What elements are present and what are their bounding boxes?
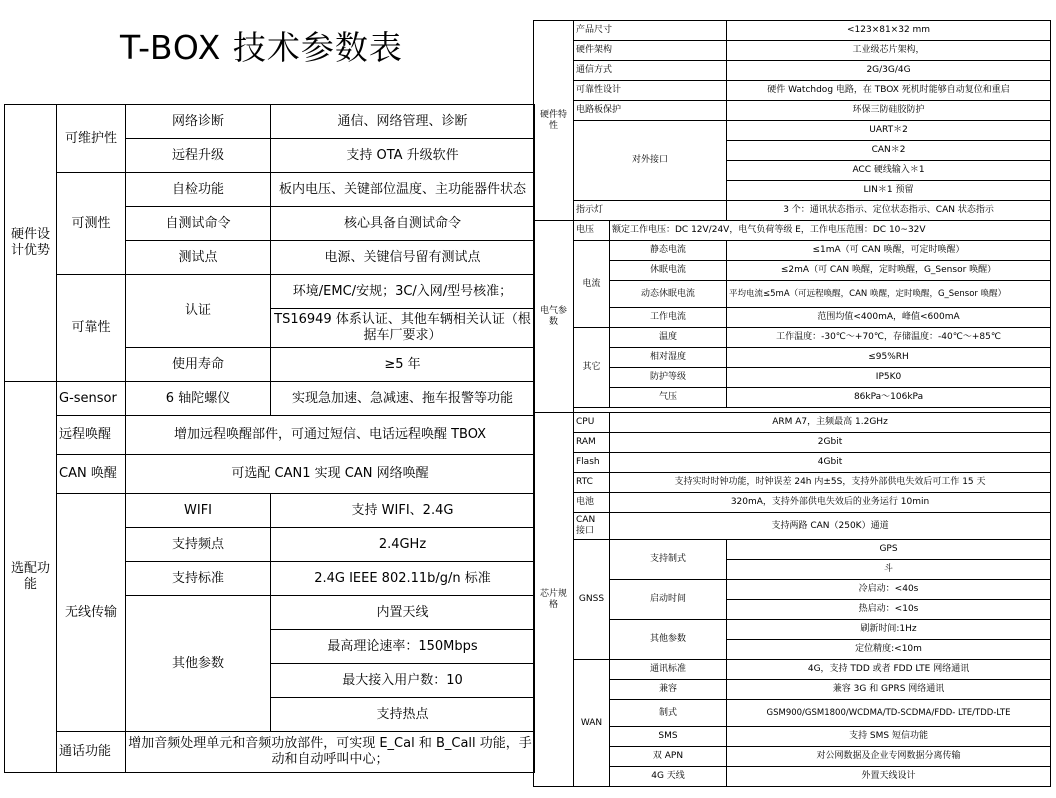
cell-canwake: CAN 唤醒 [57, 455, 126, 494]
cell-value: 支持热点 [271, 698, 535, 732]
cell-label: 产品尺寸 [574, 21, 727, 41]
table-row [5, 382, 535, 416]
cell-label: 通信方式 [574, 61, 727, 81]
cell-label: 制式 [610, 700, 727, 727]
cell-value: <123×81×32 mm [727, 21, 1051, 41]
table-row [534, 281, 1051, 308]
cell-optional: 选配功能 [5, 382, 57, 773]
cell-label: 电池 [574, 493, 610, 513]
cell-label: 支持制式 [610, 540, 727, 580]
cell-value: 定位精度:<10m [727, 640, 1051, 660]
cell-value: 工业级芯片架构， [727, 41, 1051, 61]
cell-label: 网络诊断 [126, 105, 271, 139]
cell-value: 对公网数据及企业专网数据分离传输 [727, 747, 1051, 767]
cell-label: 6 轴陀螺仪 [126, 382, 271, 416]
cell-label: 电压 [574, 221, 610, 241]
cell-value: 支持实时时钟功能，时钟误差 24h 内±5S，支持外部供电失效后可工作 15 天 [610, 473, 1051, 493]
cell-chip: 芯片规格 [534, 413, 574, 787]
table-row [534, 660, 1051, 680]
table-row [534, 540, 1051, 560]
cell-value: 支持两路 CAN（250K）通道 [610, 513, 1051, 540]
cell-value: GPS [727, 540, 1051, 560]
cell-testable: 可测性 [57, 173, 126, 275]
cell-value: 板内电压、关键部位温度、主功能器件状态 [271, 173, 535, 207]
table-row [534, 727, 1051, 747]
cell-value: 核心具备自测试命令 [271, 207, 535, 241]
cell-label: 可靠性设计 [574, 81, 727, 101]
cell-value: 热启动：<10s [727, 600, 1051, 620]
cell-maintain: 可维护性 [57, 105, 126, 173]
cell-wake: 远程唤醒 [57, 416, 126, 455]
cell-label: 其他参数 [610, 620, 727, 660]
table-row [534, 580, 1051, 600]
cell-value: 兼容 3G 和 GPRS 网络通讯 [727, 680, 1051, 700]
table-row [534, 348, 1051, 368]
cell-label: 指示灯 [574, 201, 727, 221]
table-row [534, 221, 1051, 241]
cell-value: 支持 OTA 升级软件 [271, 139, 535, 173]
cell-value: CAN＊2 [727, 141, 1051, 161]
cell-value: 4G，支持 TDD 或者 FDD LTE 网络通讯 [727, 660, 1051, 680]
cell-label: RTC [574, 473, 610, 493]
table-row [534, 767, 1051, 787]
cell-label: WIFI [126, 494, 271, 528]
right-spec-table [533, 20, 1051, 787]
cell-hw-adv: 硬件设计优势 [5, 105, 57, 382]
cell-value: 通信、网络管理、诊断 [271, 105, 535, 139]
table-row [5, 173, 535, 207]
cell-label: CPU [574, 413, 610, 433]
cell-value: ARM A7，主频最高 1.2GHz [610, 413, 1051, 433]
cell-label: 测试点 [126, 241, 271, 275]
cell-value: 冷启动：<40s [727, 580, 1051, 600]
cell-label: 自测试命令 [126, 207, 271, 241]
left-spec-table [4, 104, 535, 773]
table-row [534, 493, 1051, 513]
cell-value: IP5K0 [727, 368, 1051, 388]
cell-label: WAN [574, 660, 610, 787]
cell-value: ACC 硬线输入＊1 [727, 161, 1051, 181]
cell-value: TS16949 体系认证、其他车辆相关认证（根据车厂要求） [271, 309, 535, 348]
cell-value: 平均电流≤5mA（可远程唤醒，CAN 唤醒，定时唤醒，G_Sensor 唤醒） [727, 281, 1051, 308]
cell-label: 远程升级 [126, 139, 271, 173]
cell-label: 支持频点 [126, 528, 271, 562]
cell-value: 320mA，支持外部供电失效后的业务运行 10min [610, 493, 1051, 513]
table-row [5, 105, 535, 139]
cell-label: GNSS [574, 540, 610, 660]
table-row [534, 41, 1051, 61]
cell-value: 支持 SMS 短信功能 [727, 727, 1051, 747]
cell-value: 2.4GHz [271, 528, 535, 562]
cell-value: ≤95%RH [727, 348, 1051, 368]
table-row [534, 433, 1051, 453]
cell-value: 2Gbit [610, 433, 1051, 453]
cell-value: 内置天线 [271, 596, 535, 630]
cell-value: 3 个：通讯状态指示、定位状态指示、CAN 状态指示 [727, 201, 1051, 221]
cell-label: 工作电流 [610, 308, 727, 328]
cell-value: 最高理论速率：150Mbps [271, 630, 535, 664]
table-row [534, 81, 1051, 101]
cell-label: CAN 接口 [574, 513, 610, 540]
cell-value: 额定工作电压：DC 12V/24V，电气负荷等级 E，工作电压范围：DC 10~32V [610, 221, 1051, 241]
cell-value: 外置天线设计 [727, 767, 1051, 787]
cell-value: 刷新时间:1Hz [727, 620, 1051, 640]
table-row [534, 241, 1051, 261]
cell-value: 可选配 CAN1 实现 CAN 网络唤醒 [126, 455, 535, 494]
table-row [534, 261, 1051, 281]
cell-label: 动态休眠电流 [610, 281, 727, 308]
cell-label: 启动时间 [610, 580, 727, 620]
cell-value: 范围均值<400mA，峰值<600mA [727, 308, 1051, 328]
cell-value: 增加音频处理单元和音频功放部件，可实现 E_Cal 和 B_Call 功能，手动和自动呼叫中心； [126, 732, 535, 773]
table-row [534, 368, 1051, 388]
table-row [534, 101, 1051, 121]
cell-label: 对外接口 [574, 121, 727, 201]
cell-value: GSM900/GSM1800/WCDMA/TD-SCDMA/FDD- LTE/TDD-LTE [727, 700, 1051, 727]
table-row [534, 747, 1051, 767]
cell-label: 其它 [574, 328, 610, 408]
cell-wireless: 无线传输 [57, 494, 126, 732]
table-row [534, 680, 1051, 700]
table-row [534, 453, 1051, 473]
table-row [534, 388, 1051, 408]
table-row [534, 21, 1051, 41]
table-row [534, 473, 1051, 493]
cell-value: 工作温度：-30℃～+70℃，存储温度：-40℃～+85℃ [727, 328, 1051, 348]
table-row [5, 494, 535, 528]
cell-label: 电路板保护 [574, 101, 727, 121]
cell-label: 静态电流 [610, 241, 727, 261]
cell-label: 休眠电流 [610, 261, 727, 281]
table-row [5, 416, 535, 455]
cell-label: 电流 [574, 241, 610, 328]
cell-label: 硬件架构 [574, 41, 727, 61]
cell-value: UART＊2 [727, 121, 1051, 141]
cell-label: 认证 [126, 275, 271, 348]
cell-label: 相对湿度 [610, 348, 727, 368]
cell-value: LIN＊1 预留 [727, 181, 1051, 201]
cell-value: ≤1mA（可 CAN 唤醒，可定时唤醒） [727, 241, 1051, 261]
cell-hw: 硬件特性 [534, 21, 574, 221]
cell-value: 环境/EMC/安规；3C/入网/型号核准； [271, 275, 535, 309]
cell-label: 气压 [610, 388, 727, 408]
cell-value: ≥5 年 [271, 348, 535, 382]
cell-label: RAM [574, 433, 610, 453]
cell-value: 4Gbit [610, 453, 1051, 473]
table-row [534, 328, 1051, 348]
cell-value: 2.4G IEEE 802.11b/g/n 标准 [271, 562, 535, 596]
table-row [534, 308, 1051, 328]
cell-value: 增加远程唤醒部件，可通过短信、电话远程唤醒 TBOX [126, 416, 535, 455]
cell-value: 电源、关键信号留有测试点 [271, 241, 535, 275]
cell-label: SMS [610, 727, 727, 747]
cell-value: 硬件 Watchdog 电路，在 TBOX 死机时能够自动复位和重启 [727, 81, 1051, 101]
cell-value: 2G/3G/4G [727, 61, 1051, 81]
cell-call: 通话功能 [57, 732, 126, 773]
table-row [534, 413, 1051, 433]
cell-value: 斗 [727, 560, 1051, 580]
table-row [534, 513, 1051, 540]
cell-label: 双 APN [610, 747, 727, 767]
table-row [5, 732, 535, 773]
cell-label: 使用寿命 [126, 348, 271, 382]
cell-value: 最大接入用户数：10 [271, 664, 535, 698]
cell-label: 通讯标准 [610, 660, 727, 680]
cell-label: 支持标准 [126, 562, 271, 596]
table-row [534, 121, 1051, 141]
table-row [534, 61, 1051, 81]
cell-label: 温度 [610, 328, 727, 348]
table-row [534, 201, 1051, 221]
cell-label: 防护等级 [610, 368, 727, 388]
page-title: T-BOX 技术参数表 [120, 28, 403, 67]
cell-label: 4G 天线 [610, 767, 727, 787]
cell-label: 兼容 [610, 680, 727, 700]
table-row [534, 700, 1051, 727]
table-row [5, 275, 535, 309]
cell-reliable: 可靠性 [57, 275, 126, 382]
cell-value: ≤2mA（可 CAN 唤醒，定时唤醒，G_Sensor 唤醒） [727, 261, 1051, 281]
table-row [5, 455, 535, 494]
cell-label: Flash [574, 453, 610, 473]
cell-value: 86kPa～106kPa [727, 388, 1051, 408]
cell-value: 环保三防硅胶防护 [727, 101, 1051, 121]
cell-elec: 电气参数 [534, 221, 574, 413]
cell-gsensor: G-sensor [57, 382, 126, 416]
cell-label: 其他参数 [126, 596, 271, 732]
table-row [534, 620, 1051, 640]
cell-value: 实现急加速、急减速、拖车报警等功能 [271, 382, 535, 416]
cell-value: 支持 WIFI、2.4G [271, 494, 535, 528]
cell-label: 自检功能 [126, 173, 271, 207]
